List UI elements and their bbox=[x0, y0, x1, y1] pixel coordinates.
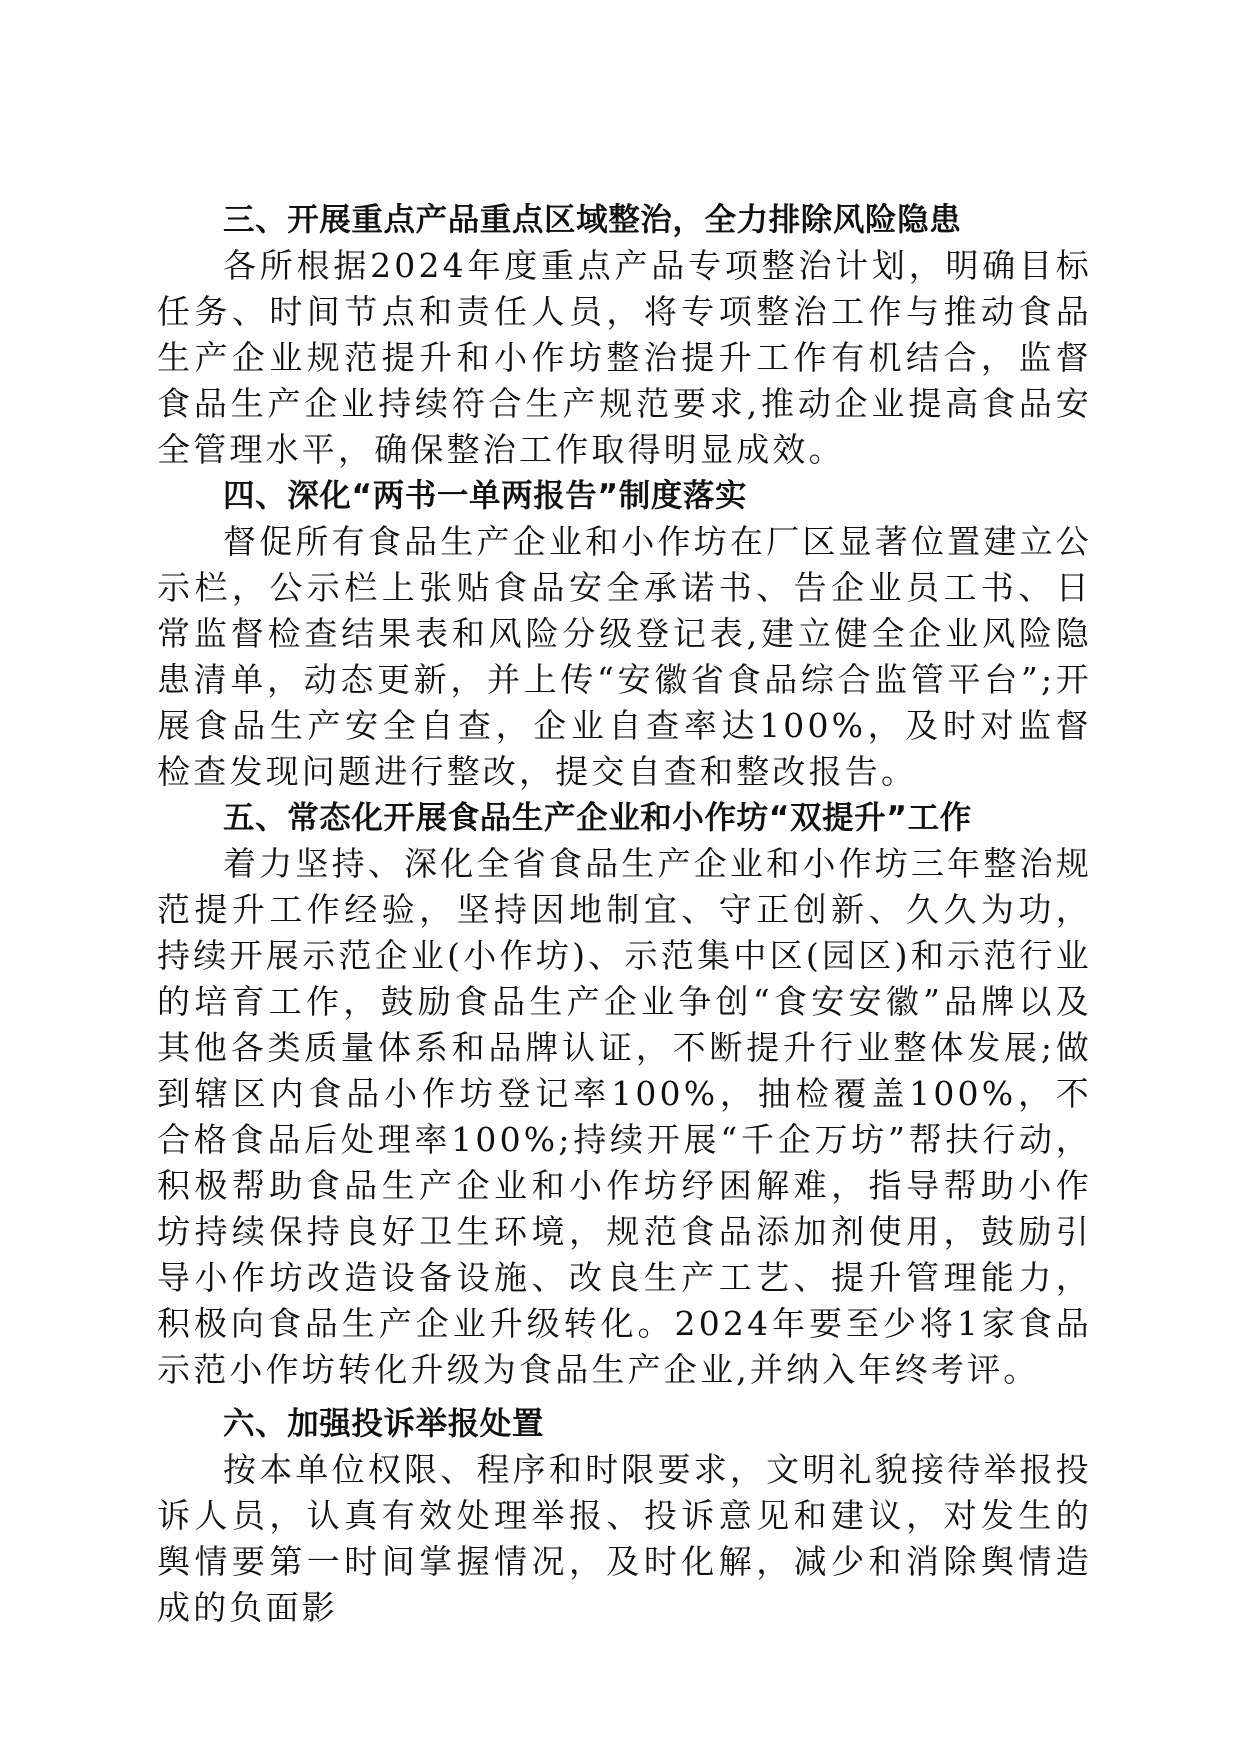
document-body bbox=[157, 197, 1092, 1631]
section-heading-6: 六、加强投诉举报处置 bbox=[223, 1406, 545, 1442]
section-heading-5: 五、常态化开展食品生产企业和小作坊“双提升”工作 bbox=[223, 800, 972, 836]
section-gap bbox=[157, 1393, 1092, 1401]
section-paragraph-3: 各所根据2024年度重点产品专项整治计划，明确目标任务、时间节点和责任人员，将专项整治工作与推动食品生产企业规范提升和小作坊整治提升工作有机结合，监督食品生产企业持续符合生产规范要求,推动企业提高食品安全管理水平，确保整治工作取得明显成效。 bbox=[157, 246, 1092, 469]
section-paragraph-6: 按本单位权限、程序和时限要求，文明礼貌接待举报投诉人员，认真有效处理举报、投诉意见和建议，对发生的舆情要第一时间掌握情况，及时化解，减少和消除舆情造成的负面影 bbox=[157, 1450, 1092, 1627]
section-paragraph-4: 督促所有食品生产企业和小作坊在厂区显著位置建立公示栏，公示栏上张贴食品安全承诺书、告企业员工书、日常监督检查结果表和风险分级登记表,建立健全企业风险隐患清单，动态更新，并上传“安徽省食品综合监管平台”;开展食品生产安全自查，企业自查率达100%，及时对监督检查发现问题进行整改，提交自查和整改报告。 bbox=[157, 522, 1092, 791]
section-paragraph-5: 着力坚持、深化全省食品生产企业和小作坊三年整治规范提升工作经验，坚持因地制宜、守正创新、久久为功，持续开展示范企业(小作坊)、示范集中区(园区)和示范行业的培育工作，鼓励食品生产企业争创“食安安徽”品牌以及其他各类质量体系和品牌认证，不断提升行业整体发展;做到辖区内食品小作坊登记率100%，抽检覆盖100%，不合格食品后处理率100%;持续开展“千企万坊”帮扶行动，积极帮助食品生产企业和小作坊纾困解难，指导帮助小作坊持续保持良好卫生环境，规范食品添加剂使用，鼓励引导小作坊改造设备设施、改良生产工艺、提升管理能力，积极向食品生产企业升级转化。2024年要至少将1家食品示范小作坊转化升级为食品生产企业,并纳入年终考评。 bbox=[157, 844, 1092, 1389]
section-heading-4: 四、深化“两书一单两报告”制度落实 bbox=[223, 478, 748, 514]
section-heading-3: 三、开展重点产品重点区域整治，全力排除风险隐患 bbox=[223, 202, 962, 238]
